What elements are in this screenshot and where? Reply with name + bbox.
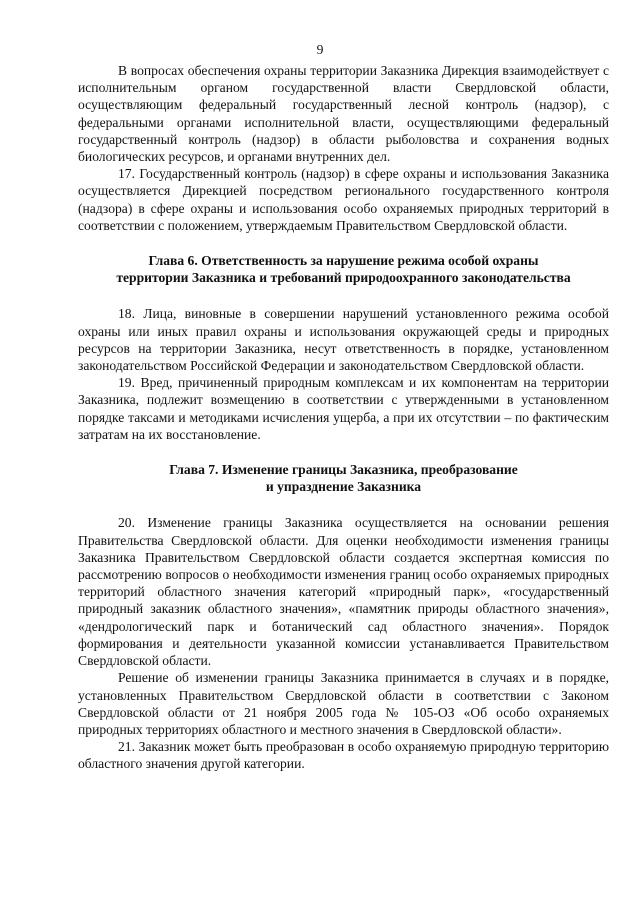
chapter-7-heading [78, 461, 609, 495]
chapter-7-title-line-2: и упразднение Заказника [265, 479, 422, 495]
paragraph-16-continuation: В вопросах обеспечения охраны территории Заказника Дирекция взаимодействует с исполнительным органом государственной власти Свердловской области, осуществляющим федеральный государственный лесной контроль (надзор), с федеральными органами исполнительной власти, осуществляющими федеральный государственный контроль (надзор) в области рыболовства и сохранения водных биологических ресурсов, и органами внутренних дел. [78, 63, 609, 165]
paragraph-18: 18. Лица, виновные в совершении нарушений установленного режима особой охраны или иных правил охраны и использования окружающей среды и природных ресурсов на территории Заказника, несут ответственность в порядке, установленном законодательством Российской Федерации и законодательством Свердловской области. [78, 306, 609, 374]
document-body [78, 62, 609, 773]
paragraph-19: 19. Вред, причиненный природным комплексам и их компонентам на территории Заказника, подлежит возмещению в соответствии с утвержденными в установленном порядке таксами и методиками исчисления ущерба, а при их отсутствии – по фактическим затратам на их восстановление. [78, 375, 609, 442]
paragraph-20-decision: Решение об изменении границы Заказника принимается в случаях и в порядке, установленных Правительством Свердловской области в соответствии с Законом Свердловской области от 21 ноября 2005 года № 105-ОЗ «Об особо охраняемых природных территориях областного и местного значения в Свердловской области». [78, 670, 609, 737]
chapter-6-title-line-2: территории Заказника и требований природоохранного законодательства [116, 270, 571, 286]
chapter-6-title-line-1: Глава 6. Ответственность за нарушение режима особой охраны [148, 253, 539, 269]
paragraph-20: 20. Изменение границы Заказника осуществляется на основании решения Правительства Свердловской области. Для оценки необходимости изменения границы Заказника Правительством Свердловской области создается экспертная комиссия по рассмотрению вопросов о необходимости изменения границ особо охраняемых природных территорий областного значения категорий «природный парк», «государственный природный заказник областного значения», «памятник природы областного значения», «дендрологический парк и ботанический сад областного значения». Порядок формирования и деятельности указанной комиссии устанавливается Правительством Свердловской области. [78, 515, 609, 669]
chapter-7-title-line-1: Глава 7. Изменение границы Заказника, преобразование [169, 462, 518, 478]
chapter-6-heading [78, 252, 609, 286]
page-number: 9 [316, 42, 324, 57]
paragraph-17: 17. Государственный контроль (надзор) в сфере охраны и использования Заказника осуществляется Дирекцией посредством регионального государственного контроля (надзора) в сфере охраны и использования особо охраняемых природных территорий в соответствии с положением, утверждаемым Правительством Свердловской области. [78, 166, 609, 233]
paragraph-21: 21. Заказник может быть преобразован в особо охраняемую природную территорию областного значения другой категории. [78, 739, 609, 772]
